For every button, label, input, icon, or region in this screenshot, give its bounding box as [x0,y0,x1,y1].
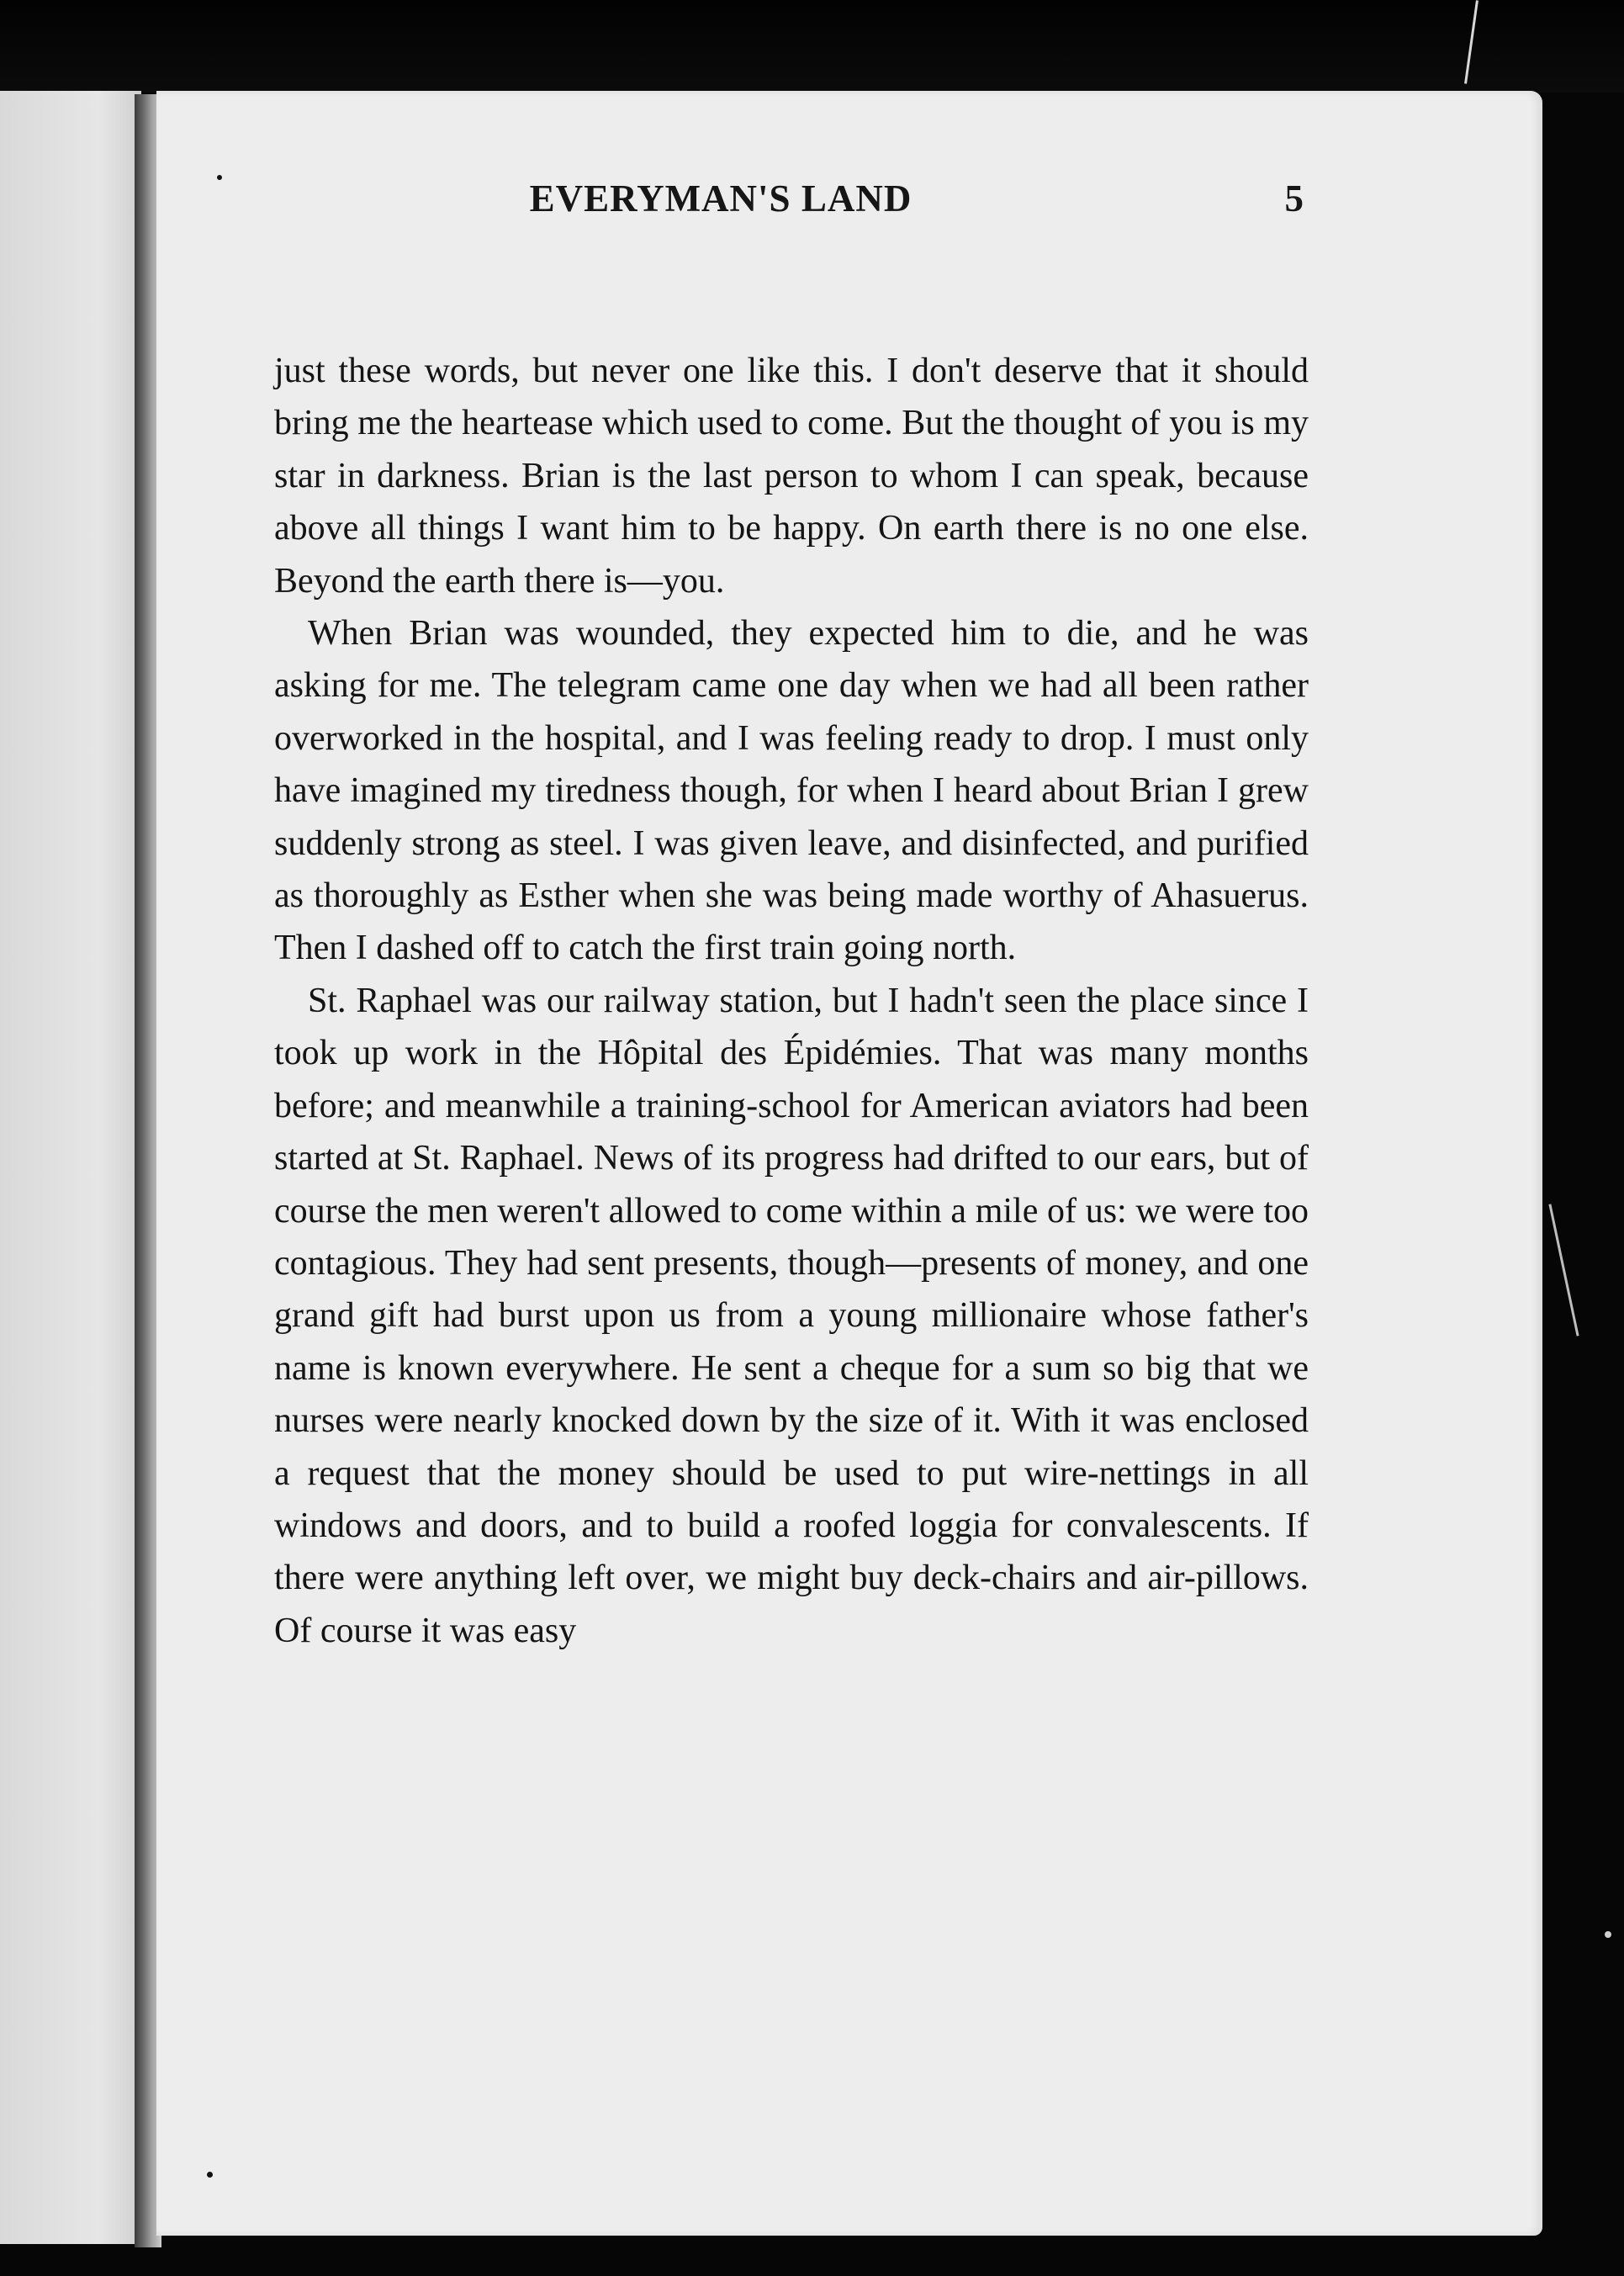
scanner-background [0,0,1624,93]
dust-speck [217,175,222,180]
dust-speck [1605,1931,1611,1938]
scan-fiber [1548,1204,1579,1336]
dust-speck [207,2172,213,2178]
facing-page-edge [0,91,141,2244]
running-head-title: EVERYMAN'S LAND [529,177,913,220]
paragraph-1: just these words, but never one like this. I don't deserve that it should bring me the heartease which used to come. But the thought of you is my star in darkness. Brian is the last person to whom I can speak, because above all things I want him to be happy. On earth there is no one else. Beyond the earth there is—you. [274,352,1309,601]
body-text [274,345,1309,1657]
paragraph-2: When Brian was wounded, they expected him to die, and he was asking for me. The telegram came one day when we had all been rather overworked in the hospital, and I was feeling ready to drop. I must only have imagined my tiredness though, for when I heard about Brian I grew suddenly strong as steel. I was given leave, and disinfected, and purified as thoroughly as Esther when she was being made worthy of Ahasuerus. Then I dashed off to catch the first train going north. [274,614,1309,968]
paragraph-3: St. Raphael was our railway station, but I hadn't seen the place since I took up work in the Hôpital des Épidémies. That was many months before; and meanwhile a training-school for American aviators had been started at St. Raphael. News of its progress had drifted to our ears, but of course the men weren't allowed to come within a mile of us: we were too contagious. They had sent presents, though—presents of money, and one grand gift had burst upon us from a young millionaire whose father's name is known everywhere. He sent a cheque for a sum so big that we nurses were nearly knocked down by the size of it. With it was enclosed a request that the money should be used to put wire-nettings in all windows and doors, and to build a roofed loggia for convalescents. If there were anything left over, we might buy deck-chairs and air-pillows. Of course it was easy [274,981,1309,1650]
page-number: 5 [1284,177,1304,220]
